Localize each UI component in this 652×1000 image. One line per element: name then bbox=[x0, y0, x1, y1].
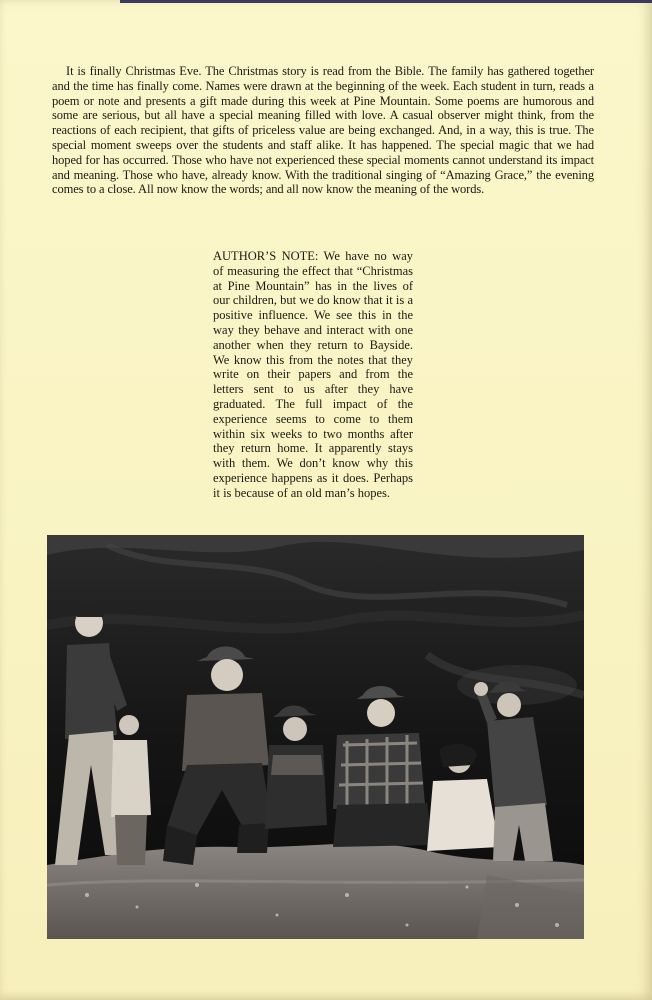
page-top-edge bbox=[120, 0, 652, 3]
authors-note: AUTHOR’S NOTE: We have no way of measuring the effect that “Christmas at Pine Mountain” has in the lives of our children, but we do know that it is a positive influence. We see this in the way they behave and interact with one another when they return to Bayside. We know this from the notes that they write on their papers and from the letters sent to us after they have graduated. The full impact of the experience seems to come to them within six weeks to two months after they return home. It apparently stays with them. We don’t know why this experience happens as it does. Perhaps it is because of an old man’s hopes. bbox=[213, 249, 413, 500]
photo-illustration bbox=[47, 535, 584, 939]
main-paragraph: It is finally Christmas Eve. The Christmas story is read from the Bible. The family has gathered together and the time has finally come. Names were drawn at the beginning of the week. Each student in turn, reads a poem or note and presents a gift made during this week at Pine Mountain. Some poems are humorous and some are serious, but all have a special meaning filled with love. A casual observer might think, from the reactions of each recipient, that gifts of priceless value are being exchanged. And, in a way, this is true. The special moment sweeps over the students and staff alike. It has happened. The special magic that we had hoped for has occurred. Those who have not experienced these special moments cannot understand its impact and meaning. Those who have, already know. With the traditional singing of “Amazing Grace,” the evening comes to a close. All now know the words; and all now know the meaning of the words. bbox=[52, 64, 594, 197]
group-photo bbox=[47, 535, 584, 939]
